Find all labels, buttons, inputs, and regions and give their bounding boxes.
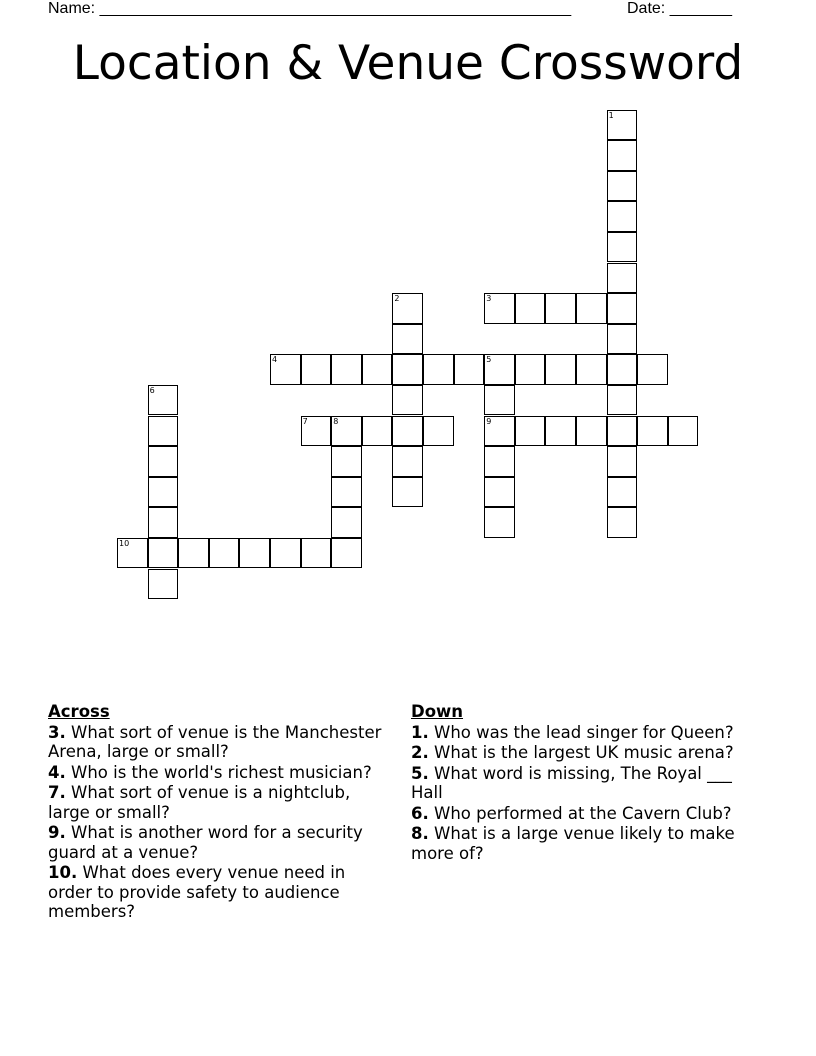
crossword-cell[interactable] — [331, 354, 362, 385]
crossword-cell[interactable] — [301, 416, 332, 447]
crossword-cell[interactable] — [392, 446, 423, 477]
crossword-cell[interactable] — [331, 507, 362, 538]
clue-item — [48, 763, 388, 783]
clue-number: 8. — [411, 824, 429, 843]
name-field-label: Name: _____________________________________________________ — [48, 0, 572, 17]
cell-number: 7 — [302, 416, 308, 426]
clue-number: 4. — [48, 762, 66, 782]
crossword-cell[interactable] — [607, 477, 638, 508]
down-heading: Down — [411, 702, 464, 721]
crossword-cell[interactable] — [331, 477, 362, 508]
clue-text: Who was the lead singer for Queen? — [434, 722, 734, 742]
crossword-cell[interactable] — [668, 416, 699, 447]
crossword-cell[interactable] — [117, 538, 148, 569]
crossword-cell[interactable] — [576, 354, 607, 385]
clue-number: 10. — [48, 863, 78, 882]
clue-text: Who performed at the Cavern Club? — [434, 803, 732, 823]
clue-text: Who is the world's richest musician? — [71, 762, 372, 782]
crossword-cell[interactable] — [148, 416, 179, 447]
clue-text: What is the largest UK music arena? — [434, 743, 734, 762]
clue-item — [411, 723, 741, 743]
crossword-cell[interactable] — [484, 354, 515, 385]
crossword-cell[interactable] — [392, 293, 423, 324]
crossword-cell[interactable] — [484, 446, 515, 477]
crossword-cell[interactable] — [148, 538, 179, 569]
down-clues — [411, 702, 741, 864]
clue-item — [411, 804, 741, 824]
across-heading: Across — [48, 702, 110, 721]
cell-number: 8 — [333, 416, 339, 426]
crossword-cell[interactable] — [607, 385, 638, 416]
crossword-cell[interactable] — [392, 416, 423, 447]
crossword-cell[interactable] — [148, 446, 179, 477]
date-field-label: Date: _______ — [627, 0, 732, 17]
clue-text: What sort of venue is the Manchester Arena, large or small? — [48, 722, 382, 761]
crossword-cell[interactable] — [607, 201, 638, 232]
cell-number: 6 — [149, 385, 155, 395]
cell-number: 4 — [272, 355, 278, 365]
clue-item — [411, 824, 741, 863]
crossword-cell[interactable] — [484, 477, 515, 508]
clue-number: 7. — [48, 783, 66, 802]
clue-number: 2. — [411, 743, 429, 762]
crossword-cell[interactable] — [392, 324, 423, 355]
clue-number: 1. — [411, 722, 429, 742]
crossword-cell[interactable] — [607, 293, 638, 324]
clue-item — [48, 863, 388, 922]
crossword-cell[interactable] — [576, 293, 607, 324]
crossword-cell[interactable] — [148, 385, 179, 416]
crossword-cell[interactable] — [148, 507, 179, 538]
crossword-cell[interactable] — [209, 538, 240, 569]
clue-number: 3. — [48, 722, 66, 742]
cell-number: 2 — [394, 294, 400, 304]
crossword-cell[interactable] — [148, 477, 179, 508]
clue-item — [411, 743, 741, 763]
crossword-cell[interactable] — [392, 477, 423, 508]
page-title: Location & Venue Crossword — [72, 36, 744, 91]
crossword-cell[interactable] — [484, 507, 515, 538]
crossword-cell[interactable] — [607, 171, 638, 202]
crossword-cell[interactable] — [607, 354, 638, 385]
crossword-cell[interactable] — [607, 324, 638, 355]
clue-text: What word is missing, The Royal ___ Hall — [411, 763, 732, 802]
crossword-cell[interactable] — [423, 354, 454, 385]
crossword-cell[interactable] — [301, 538, 332, 569]
cell-number: 9 — [486, 416, 492, 426]
cell-number: 3 — [486, 294, 492, 304]
crossword-cell[interactable] — [423, 416, 454, 447]
crossword-cell[interactable] — [607, 446, 638, 477]
clue-text: What does every venue need in order to provide safety to audience members? — [48, 863, 346, 921]
crossword-cell[interactable] — [301, 354, 332, 385]
clue-text: What is a large venue likely to make more of? — [411, 824, 735, 863]
crossword-cell[interactable] — [454, 354, 485, 385]
crossword-cell[interactable] — [576, 416, 607, 447]
crossword-cell[interactable] — [484, 293, 515, 324]
clue-item — [48, 723, 388, 762]
crossword-cell[interactable] — [331, 446, 362, 477]
crossword-cell[interactable] — [607, 232, 638, 263]
crossword-cell[interactable] — [607, 507, 638, 538]
crossword-cell[interactable] — [545, 293, 576, 324]
clue-item — [48, 783, 388, 822]
crossword-cell[interactable] — [331, 416, 362, 447]
clue-number: 5. — [411, 763, 429, 783]
crossword-cell[interactable] — [607, 140, 638, 171]
crossword-cell[interactable] — [515, 293, 546, 324]
crossword-cell[interactable] — [178, 538, 209, 569]
crossword-cell[interactable] — [239, 538, 270, 569]
crossword-cell[interactable] — [637, 416, 668, 447]
clue-item — [48, 823, 388, 862]
crossword-cell[interactable] — [270, 354, 301, 385]
crossword-cell[interactable] — [545, 416, 576, 447]
across-clues — [48, 702, 388, 923]
crossword-cell[interactable] — [362, 354, 393, 385]
clue-text: What is another word for a security guard at a venue? — [48, 823, 363, 862]
crossword-cell[interactable] — [545, 354, 576, 385]
crossword-cell[interactable] — [331, 538, 362, 569]
clue-item — [411, 764, 741, 803]
crossword-cell[interactable] — [607, 416, 638, 447]
crossword-cell[interactable] — [607, 263, 638, 294]
crossword-cell[interactable] — [270, 538, 301, 569]
clue-number: 6. — [411, 803, 429, 823]
clue-text: What sort of venue is a nightclub, large or small? — [48, 783, 351, 822]
crossword-cell[interactable] — [515, 354, 546, 385]
crossword-cell[interactable] — [515, 416, 546, 447]
crossword-cell[interactable] — [607, 110, 638, 141]
crossword-cell[interactable] — [484, 416, 515, 447]
crossword-cell[interactable] — [637, 354, 668, 385]
crossword-cell[interactable] — [148, 569, 179, 600]
cell-number: 1 — [608, 110, 614, 120]
cell-number: 5 — [486, 355, 492, 365]
crossword-cell[interactable] — [392, 354, 423, 385]
clue-number: 9. — [48, 823, 66, 842]
crossword-cell[interactable] — [362, 416, 393, 447]
crossword-cell[interactable] — [392, 385, 423, 416]
cell-number: 10 — [119, 538, 130, 548]
crossword-cell[interactable] — [484, 385, 515, 416]
